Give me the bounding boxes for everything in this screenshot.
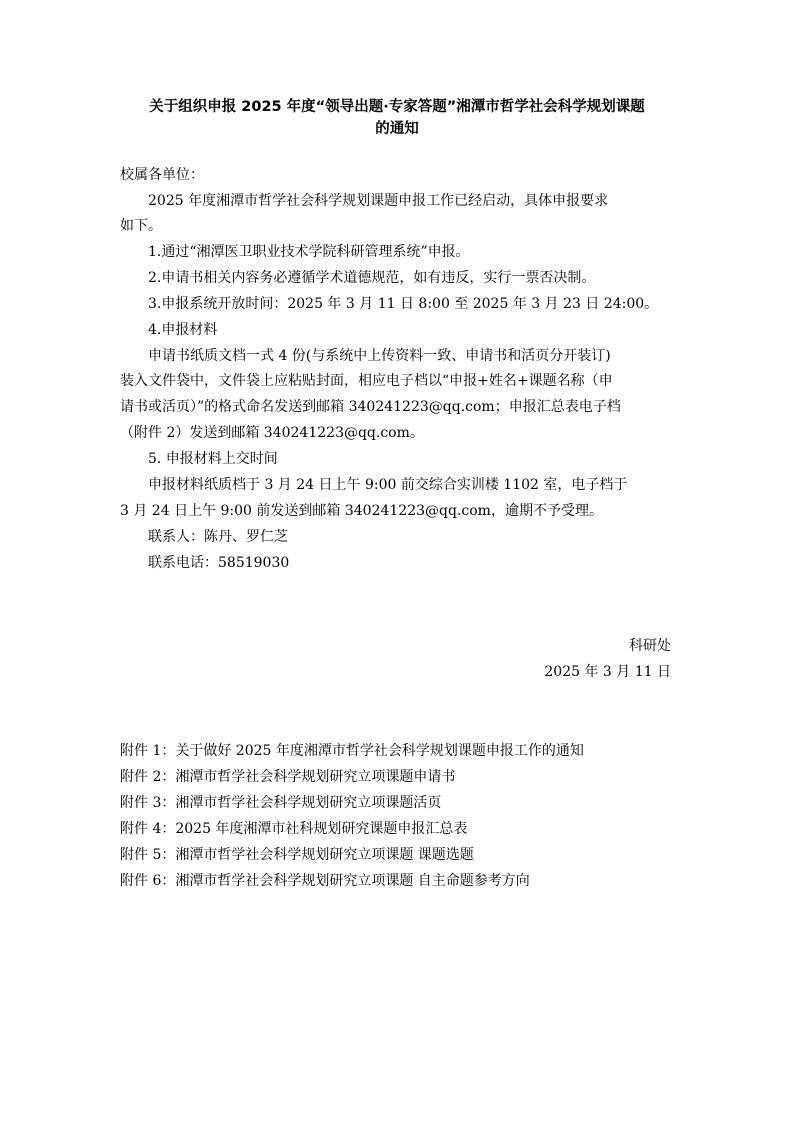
contact-person: 联系人：陈丹、罗仁芝 [148,529,288,545]
attachment-2: 附件 2：湘潭市哲学社会科学规划研究立项课题申请书 [120,769,456,785]
item-4-para-line-3: 请书或活页）”的格式命名发送到邮箱 340241223@qq.com；申报汇总表电子档 [120,399,621,415]
item-5-para-line-2: 3 月 24 日上午 9:00 前发送到邮箱 340241223@qq.com，逾期不予受理。 [120,503,603,519]
item-4-para-line-4: （附件 2）发送到邮箱 340241223@qq.com。 [120,425,424,441]
signature-date: 2025 年 3 月 11 日 [544,664,671,680]
item-5-para-line-1: 申报材料纸质档于 3 月 24 日上午 9:00 前交综合实训楼 1102 室，电子档于 [148,477,628,493]
attachment-5: 附件 5：湘潭市哲学社会科学规划研究立项课题 课题选题 [120,847,474,863]
contact-phone: 联系电话：58519030 [148,555,290,571]
item-4-para-line-1: 申请书纸质文档一式 4 份(与系统中上传资料一致、申请书和活页分开装订) [148,348,611,364]
intro-line-1: 2025 年度湘潭市哲学社会科学规划课题申报工作已经启动，具体申报要求 [148,193,609,209]
attachment-1: 附件 1：关于做好 2025 年度湘潭市哲学社会科学规划课题申报工作的通知 [120,743,584,759]
item-3: 3.申报系统开放时间：2025 年 3 月 11 日 8:00 至 2025 年 3 月 23 日 24:00。 [148,296,659,312]
item-4: 4.申报材料 [148,322,218,338]
item-4-para-line-2: 装入文件袋中，文件袋上应粘贴封面，相应电子档以“申报+姓名+课题名称（申 [120,373,613,389]
item-2: 2.申请书相关内容务必遵循学术道德规范，如有违反，实行一票否决制。 [148,270,596,286]
attachment-6: 附件 6：湘潭市哲学社会科学规划研究立项课题 自主命题参考方向 [120,873,530,889]
item-5: 5. 申报材料上交时间 [148,451,278,467]
intro-line-2: 如下。 [120,218,162,234]
document-title [115,96,679,140]
signature-org: 科研处 [629,638,671,654]
attachment-3: 附件 3：湘潭市哲学社会科学规划研究立项课题活页 [120,795,442,811]
title-line-1: 关于组织申报 2025 年度“领导出题·专家答题”湘潭市哲学社会科学规划课题 [149,99,645,115]
item-1: 1.通过“湘潭医卫职业技术学院科研管理系统”申报。 [148,244,470,260]
title-line-2: 的通知 [375,121,419,137]
salutation: 校属各单位： [120,167,204,183]
attachment-4: 附件 4：2025 年度湘潭市社科规划研究课题申报汇总表 [120,821,468,837]
